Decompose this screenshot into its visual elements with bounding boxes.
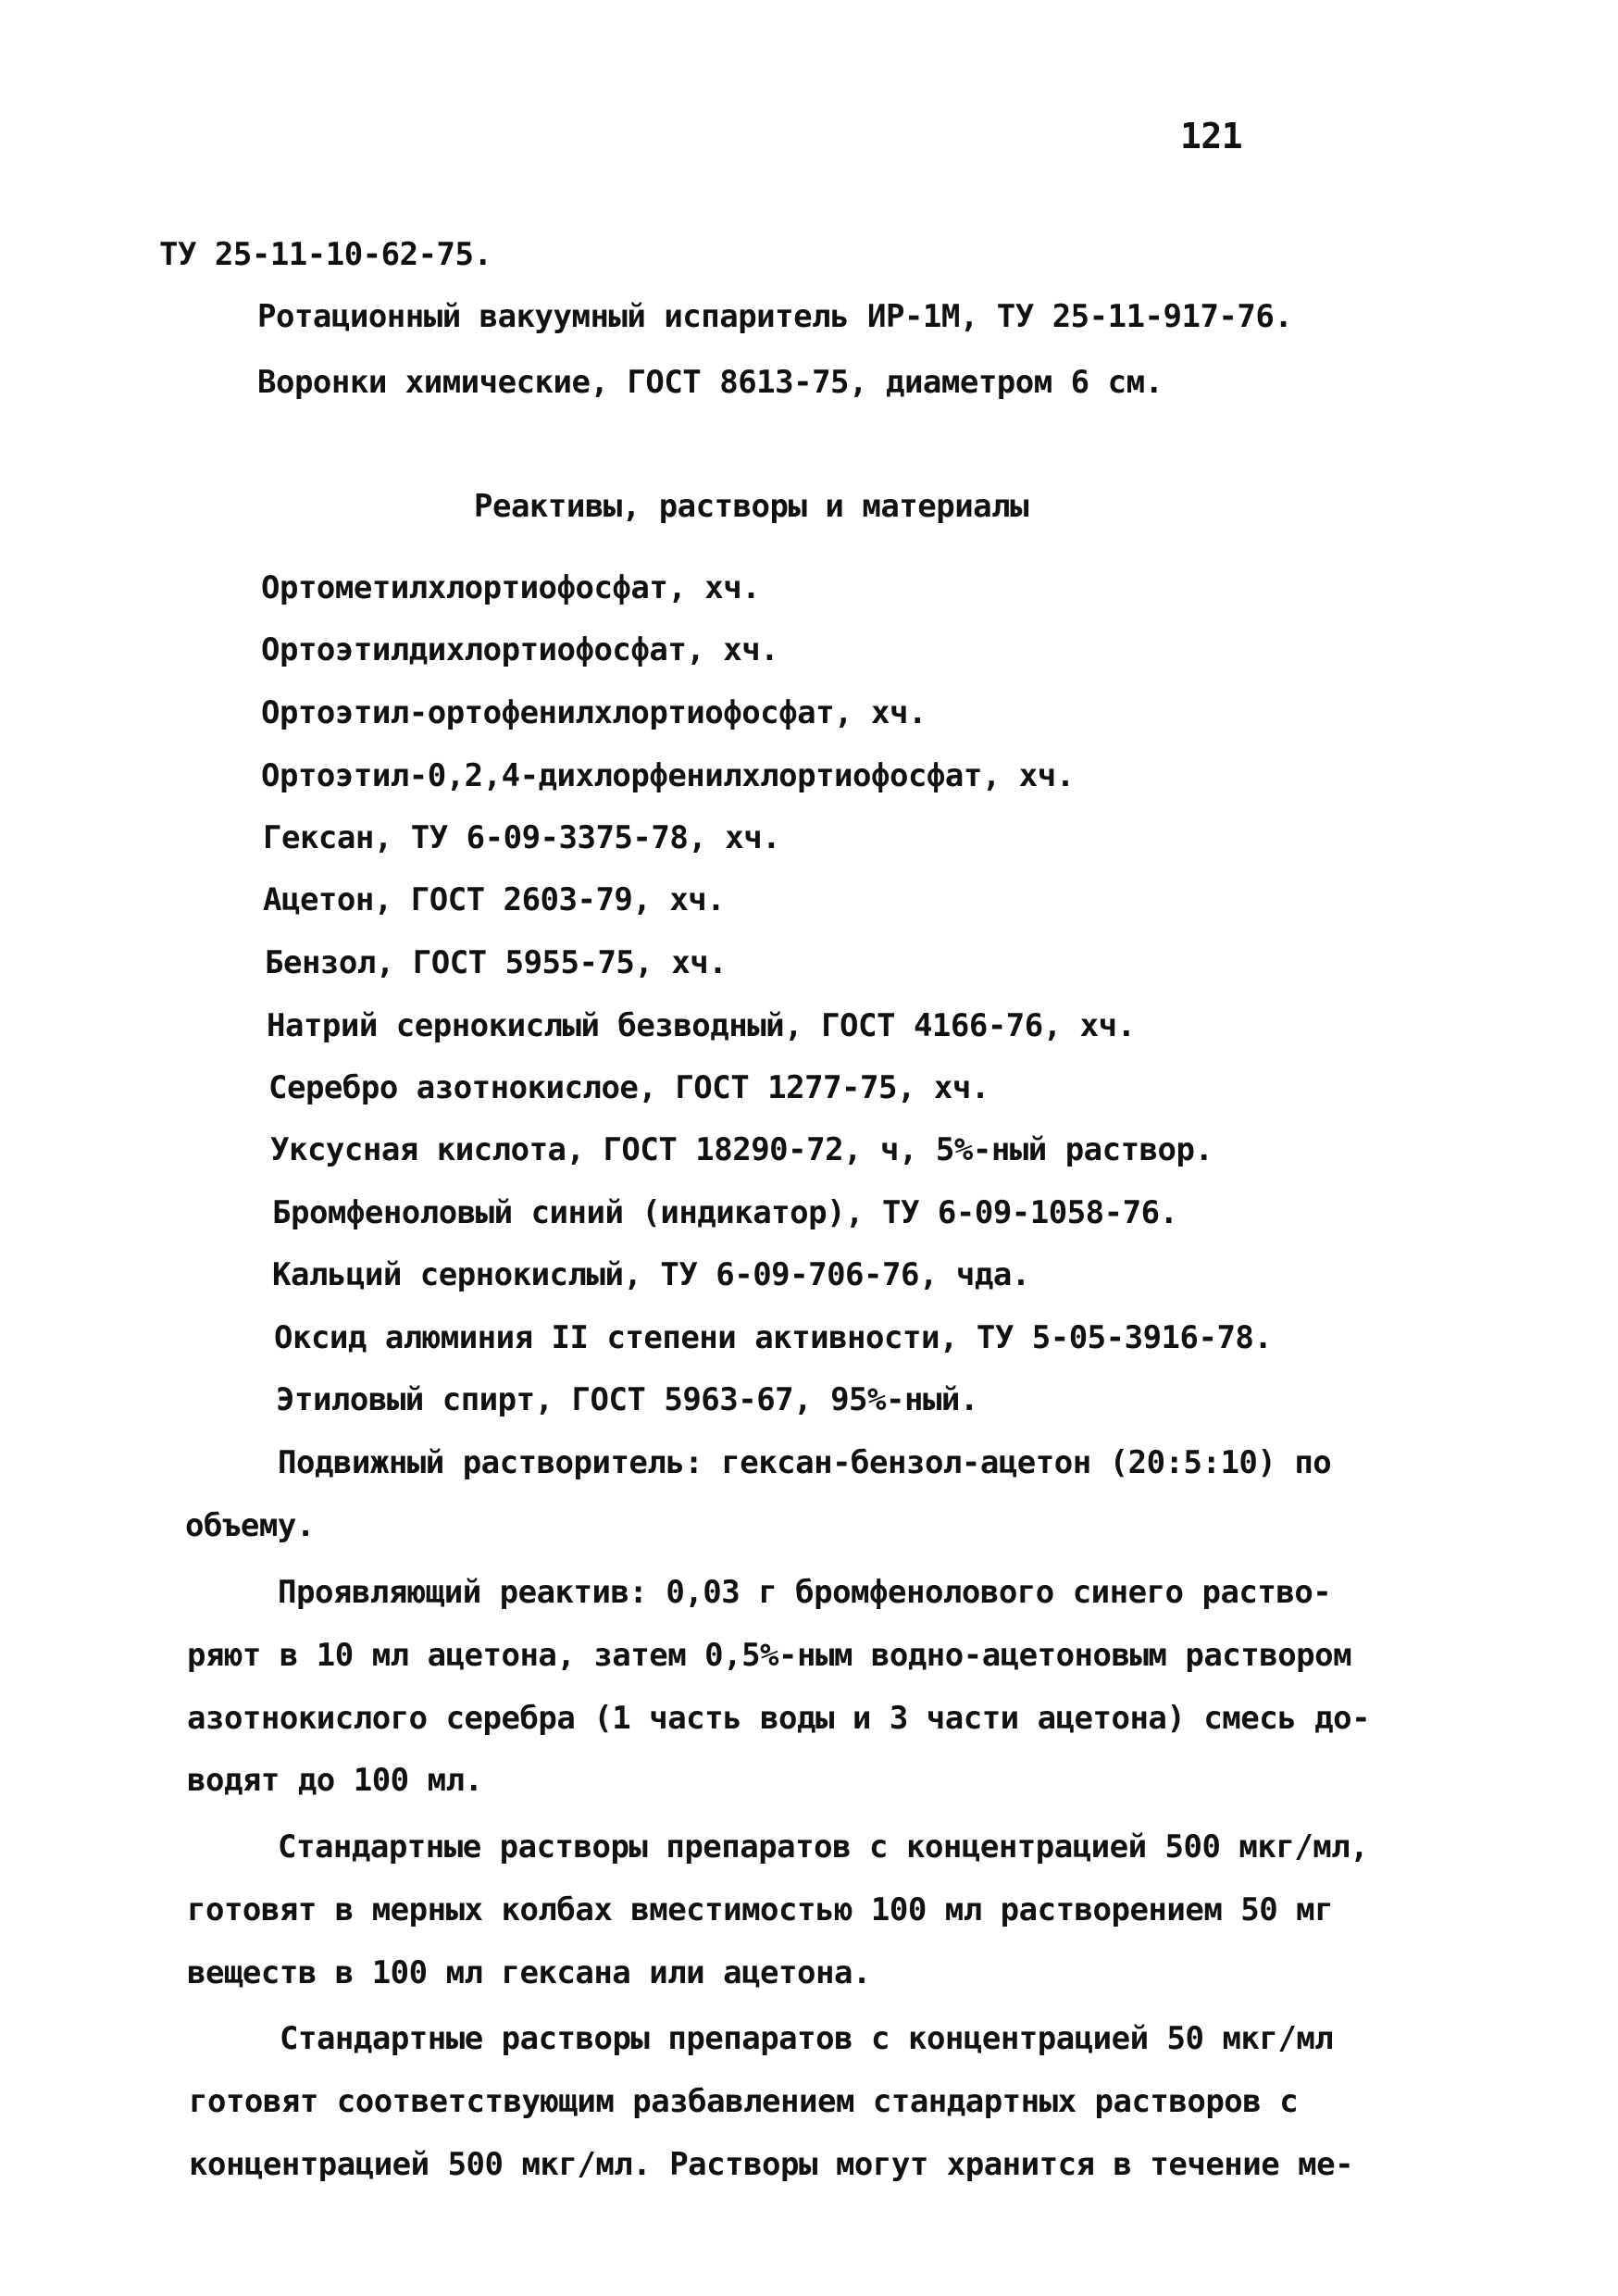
reagent-item: Уксусная кислота, ГОСТ 18290-72, ч, 5%-ный раствор.	[270, 1131, 1214, 1168]
reagent-item: Ортоэтилдихлортиофосфат, хч.	[261, 631, 779, 668]
paragraph-line: Проявляющий реактив: 0,03 г бромфенолового синего раство-	[278, 1574, 1332, 1611]
reagent-item: Этиловый спирт, ГОСТ 5963-67, 95%-ный.	[276, 1381, 978, 1418]
paragraph-line: готовят соответствующим разбавлением стандартных растворов с	[189, 2083, 1299, 2120]
equipment-item: Воронки химические, ГОСТ 8613-75, диаметром 6 см.	[257, 364, 1164, 401]
paragraph-line: ряют в 10 мл ацетона, затем 0,5%-ным водно-ацетоновым раствором	[187, 1637, 1352, 1674]
reagent-item: Ортометилхлортиофосфат, хч.	[261, 569, 761, 606]
reagent-item: Бромфеноловый синий (индикатор), ТУ 6-09-1058-76.	[272, 1194, 1178, 1231]
paragraph-line: Стандартные растворы препаратов с концентрацией 500 мкг/мл,	[278, 1828, 1369, 1866]
reagent-item: Оксид алюминия II степени активности, ТУ 5-05-3916-78.	[274, 1319, 1273, 1356]
reagent-item: Бензол, ГОСТ 5955-75, хч.	[265, 944, 728, 981]
paragraph-line: готовят в мерных колбах вместимостью 100 мл растворением 50 мг	[187, 1891, 1334, 1928]
reagent-item: Серебро азотнокислое, ГОСТ 1277-75, хч.	[268, 1069, 989, 1106]
paragraph-line: веществ в 100 мл гексана или ацетона.	[187, 1954, 871, 1991]
paragraph-line: Стандартные растворы препаратов с концентрацией 50 мкг/мл	[280, 2020, 1334, 2057]
paragraph-line: Подвижный растворитель: гексан-бензол-ацетон (20:5:10) по	[278, 1444, 1332, 1481]
reagent-item: Натрий сернокислый безводный, ГОСТ 4166-76, хч.	[267, 1007, 1136, 1044]
reagent-item: Ортоэтил-ортофенилхлортиофосфат, хч.	[261, 694, 927, 731]
paragraph-line: концентрацией 500 мкг/мл. Растворы могут хранится в течение ме-	[189, 2146, 1354, 2183]
page-number: 121	[1180, 116, 1243, 156]
reagent-item: Кальций сернокислый, ТУ 6-09-706-76, чда.	[272, 1256, 1030, 1293]
paragraph-line: азотнокислого серебра (1 часть воды и 3 части ацетона) смесь до-	[187, 1700, 1371, 1737]
reagent-item: Гексан, ТУ 6-09-3375-78, хч.	[263, 819, 781, 856]
paragraph-line: объему.	[185, 1507, 315, 1544]
paragraph-line: водят до 100 мл.	[187, 1762, 483, 1799]
reagent-item: Ортоэтил-0,2,4-дихлорфенилхлортиофосфат, хч.	[261, 757, 1075, 794]
reagent-item: Ацетон, ГОСТ 2603-79, хч.	[263, 881, 726, 918]
equipment-item: Ротационный вакуумный испаритель ИР-1М, ТУ 25-11-917-76.	[257, 298, 1293, 335]
continuation-line: ТУ 25-11-10-62-75.	[159, 236, 492, 273]
section-heading: Реактивы, растворы и материалы	[474, 488, 1029, 525]
